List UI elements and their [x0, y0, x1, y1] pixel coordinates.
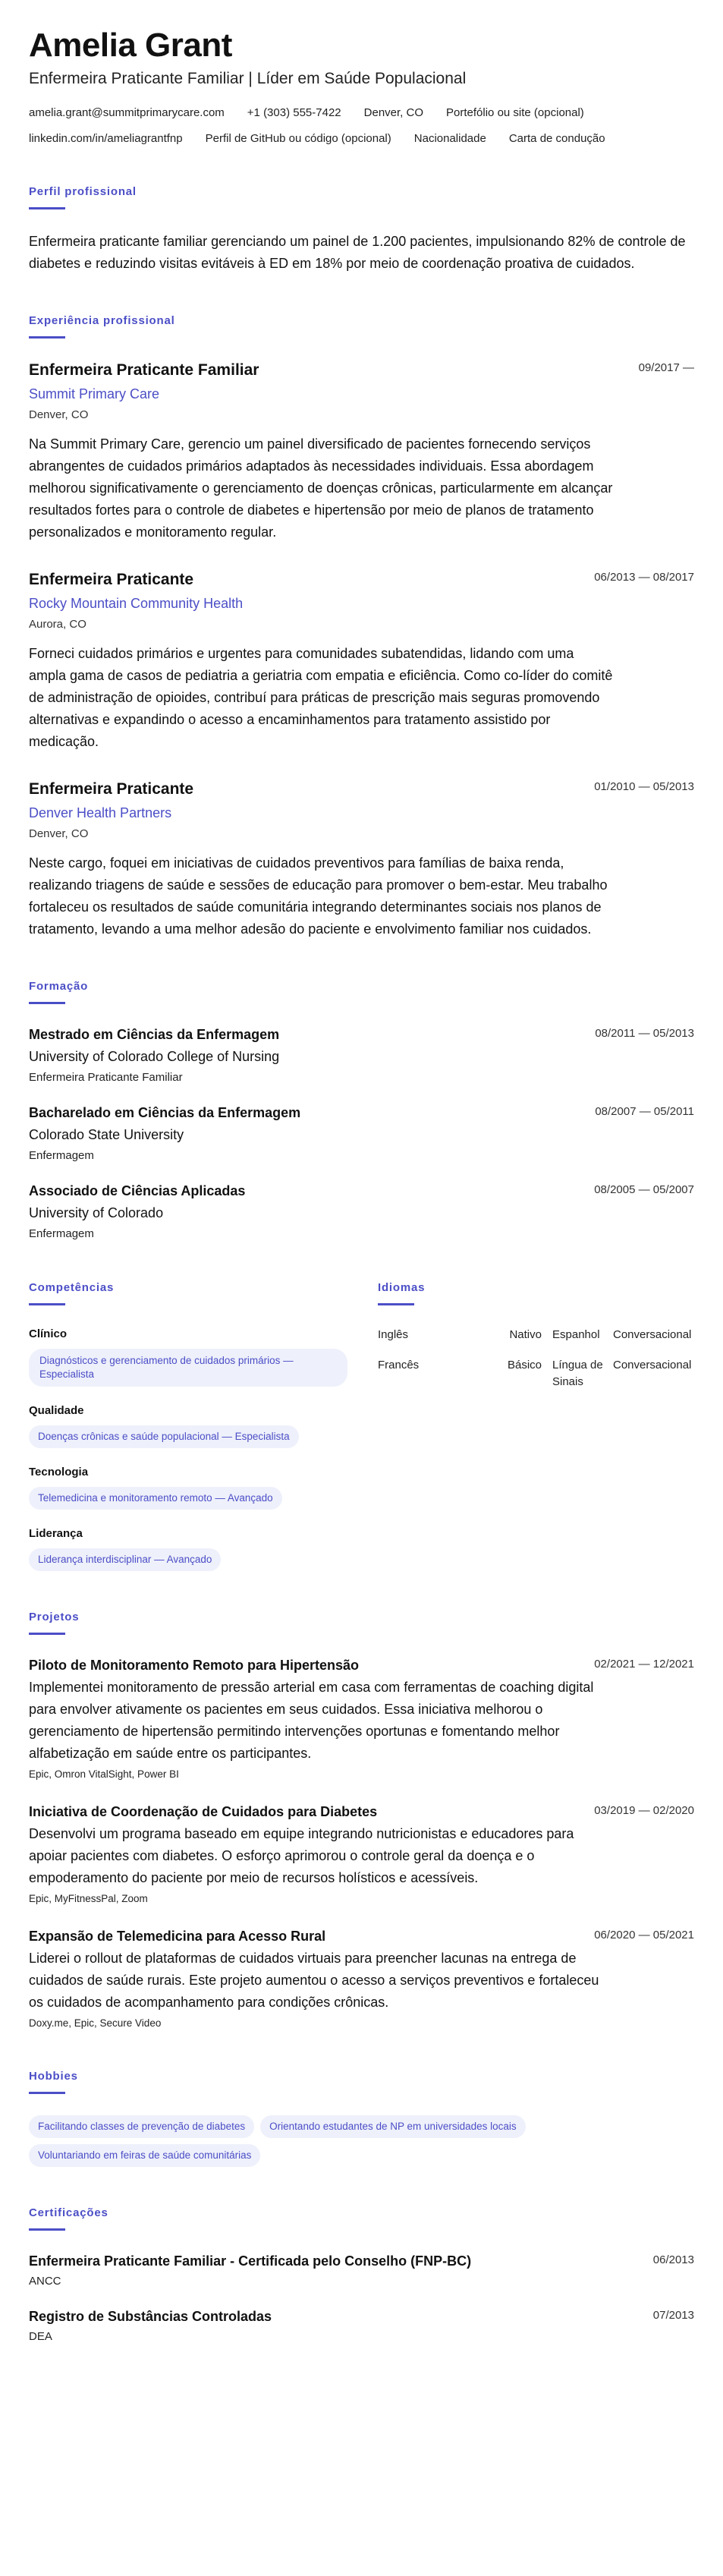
- project-entry: [29, 1656, 694, 1781]
- section-title: Idiomas: [378, 1281, 426, 1294]
- education-entry: [29, 1025, 694, 1085]
- section-title: Experiência profissional: [29, 314, 175, 327]
- project-tech: Epic, Omron VitalSight, Power BI: [29, 1768, 179, 1780]
- experience-dates: 09/2017 —: [638, 361, 694, 374]
- job-company: Summit Primary Care: [29, 386, 160, 402]
- section-divider: [29, 2092, 65, 2094]
- section-divider: [29, 1002, 65, 1004]
- skill-group: [29, 1403, 347, 1448]
- job-description: Neste cargo, foquei em iniciativas de cuidados preventivos para famílias de baixa renda, realizando triagens de saúde e sessões de educação para promover o bem-estar. Meu trabalho fortaleceu os resultados de saúde comunitária integrando determinantes sociais nos planos de tratamento, levando a uma melhor adesão do paciente e envolvimento familiar nos cuidados.: [29, 855, 608, 937]
- job-location: Denver, CO: [29, 408, 89, 421]
- hobbies-section: [29, 2070, 694, 2167]
- hobby-chip: Orientando estudantes de NP em universidades locais: [260, 2115, 525, 2138]
- project-description: Liderei o rollout de plataformas de cuidados virtuais para preencher lacunas na entrega de cuidados de saúde rurais. Este projeto aumentou o acesso a serviços preventivos e fortaleceu os cuidados de acompanhamento para condições crônicas.: [29, 1951, 599, 2010]
- certification-issuer: DEA: [29, 2330, 52, 2343]
- education-degree: Bacharelado em Ciências da Enfermagem: [29, 1105, 301, 1120]
- contact-email[interactable]: amelia.grant@summitprimarycare.com: [29, 106, 225, 119]
- experience-dates: 06/2013 — 08/2017: [594, 571, 694, 584]
- education-school: University of Colorado College of Nursing: [29, 1049, 280, 1064]
- education-dates: 08/2007 — 05/2011: [595, 1105, 694, 1118]
- project-entry: [29, 1927, 694, 2030]
- education-degree: Mestrado em Ciências da Enfermagem: [29, 1027, 280, 1042]
- language-level: Nativo: [509, 1328, 542, 1341]
- job-title: Enfermeira Praticante Familiar: [29, 361, 259, 379]
- language-name: Inglês: [378, 1328, 409, 1341]
- education-area: Enfermagem: [29, 1149, 94, 1162]
- experience-entry: [29, 779, 694, 940]
- experience-section: [29, 314, 694, 940]
- education-entry: [29, 1104, 694, 1164]
- project-title: Iniciativa de Coordenação de Cuidados para Diabetes: [29, 1804, 378, 1819]
- project-dates: 03/2019 — 02/2020: [594, 1804, 694, 1817]
- project-title: Piloto de Monitoramento Remoto para Hipertensão: [29, 1658, 360, 1673]
- certification-title: Enfermeira Praticante Familiar - Certificada pelo Conselho (FNP-BC): [29, 2253, 472, 2269]
- section-divider: [29, 1633, 65, 1635]
- job-company: Rocky Mountain Community Health: [29, 596, 244, 611]
- contact-linkedin[interactable]: linkedin.com/in/ameliagrantfnp: [29, 132, 183, 145]
- section-title: Perfil profissional: [29, 185, 137, 198]
- contact-portfolio[interactable]: Portefólio ou site (opcional): [446, 106, 584, 119]
- project-entry: [29, 1803, 694, 1906]
- job-title: Enfermeira Praticante: [29, 780, 194, 798]
- project-dates: 06/2020 — 05/2021: [594, 1929, 694, 1941]
- job-description: Forneci cuidados primários e urgentes para comunidades subatendidas, lidando com uma ampla gama de casos de pediatria a geriatria com empatia e eficiência. Como co-líder do comitê de administração de opioides, contribuí para práticas de prescrição mais seguras promovendo alternativas e expandindo o acesso a encaminhamentos para tratamento assistido por medicação.: [29, 646, 613, 749]
- section-divider: [29, 336, 65, 339]
- skill-group-name: Qualidade: [29, 1404, 84, 1417]
- certifications-section: [29, 2206, 694, 2345]
- section-divider: [29, 207, 65, 209]
- languages-table: [378, 1327, 693, 1404]
- projects-section: [29, 1611, 694, 2030]
- project-title: Expansão de Telemedicina para Acesso Rural: [29, 1929, 326, 1944]
- job-location: Denver, CO: [29, 827, 89, 840]
- hobby-chip: Voluntariando em feiras de saúde comunitárias: [29, 2144, 260, 2167]
- project-dates: 02/2021 — 12/2021: [594, 1658, 694, 1671]
- section-divider: [378, 1303, 414, 1305]
- skill-chip: Telemedicina e monitoramento remoto — Avançado: [29, 1487, 282, 1510]
- hobby-chip: Facilitando classes de prevenção de diabetes: [29, 2115, 254, 2138]
- section-divider: [29, 1303, 65, 1305]
- certification-entry: [29, 2252, 694, 2289]
- experience-entry: [29, 569, 694, 753]
- contact-list: [29, 106, 694, 146]
- certification-date: 06/2013: [652, 2253, 694, 2266]
- section-title: Projetos: [29, 1611, 80, 1623]
- language-level: Básico: [507, 1359, 542, 1371]
- skills-section: [29, 1281, 347, 1571]
- skill-group: [29, 1327, 347, 1387]
- skill-group-name: Liderança: [29, 1527, 83, 1540]
- language-name: Francês: [378, 1359, 420, 1371]
- skill-chip: Diagnósticos e gerenciamento de cuidados primários — Especialista: [29, 1349, 347, 1387]
- contact-location: Denver, CO: [363, 106, 424, 119]
- education-area: Enfermagem: [29, 1227, 94, 1240]
- section-title: Certificações: [29, 2206, 108, 2219]
- skills-languages-row: [29, 1281, 694, 1571]
- contact-driving-license: Carta de condução: [508, 132, 605, 145]
- summary-text: Enfermeira praticante familiar gerenciando um painel de 1.200 pacientes, impulsionando 82% de controle de diabetes e reduzindo visitas evitáveis à ED em 18% por meio de coordenação proativa de cuidados.: [29, 234, 686, 271]
- skill-group: [29, 1465, 347, 1510]
- education-degree: Associado de Ciências Aplicadas: [29, 1183, 246, 1198]
- candidate-name: Amelia Grant: [29, 27, 232, 64]
- skill-chip: Doenças crônicas e saúde populacional — Especialista: [29, 1425, 299, 1448]
- summary-section: [29, 185, 694, 275]
- project-description: Implementei monitoramento de pressão arterial em casa com ferramentas de coaching digital para envolver ativamente os pacientes em seus cuidados. Essa iniciativa melhorou o gerenciamento de hipertensão permitindo intervenções oportunas e fomentando melhor alfabetização em saúde entre os participantes.: [29, 1680, 594, 1761]
- skill-chip: Liderança interdisciplinar — Avançado: [29, 1548, 221, 1571]
- job-description: Na Summit Primary Care, gerencio um painel diversificado de pacientes fornecendo serviços abrangentes de cuidados primários adaptados às necessidades individuais. Essa abordagem melhorou significativamente o gerenciamento de doenças crônicas, particularmente em alcançar resultados fortes para o controle de diabetes e hipertensão por meio de planos de tratamento personalizados e monitoramento regular.: [29, 436, 613, 540]
- certification-title: Registro de Substâncias Controladas: [29, 2309, 272, 2324]
- skill-group-name: Clínico: [29, 1327, 68, 1340]
- language-level: Conversacional: [613, 1328, 692, 1341]
- certification-issuer: ANCC: [29, 2275, 61, 2288]
- project-description: Desenvolvi um programa baseado em equipe integrando nutricionistas e educadores para apoiar pacientes com diabetes. O esforço aprimorou o controle geral da doença e o empoderamento do paciente por meio de recursos holísticos e acessíveis.: [29, 1826, 574, 1885]
- certification-entry: [29, 2307, 694, 2345]
- candidate-headline: Enfermeira Praticante Familiar | Líder em Saúde Populacional: [29, 70, 467, 87]
- education-section: [29, 980, 694, 1242]
- resume-header: [29, 26, 694, 146]
- education-dates: 08/2011 — 05/2013: [595, 1027, 694, 1040]
- education-area: Enfermeira Praticante Familiar: [29, 1071, 183, 1084]
- education-entry: [29, 1182, 694, 1242]
- languages-section: [378, 1281, 693, 1571]
- language-name: Espanhol: [552, 1328, 600, 1341]
- language-row: [378, 1327, 693, 1357]
- project-tech: Doxy.me, Epic, Secure Video: [29, 2017, 162, 2029]
- language-row: [378, 1357, 693, 1404]
- certification-date: 07/2013: [652, 2309, 694, 2322]
- experience-entry: [29, 360, 694, 543]
- language-level: Conversacional: [613, 1359, 692, 1371]
- skill-group-name: Tecnologia: [29, 1466, 89, 1479]
- contact-github[interactable]: Perfil de GitHub ou código (opcional): [205, 132, 391, 145]
- language-name: Língua de Sinais: [552, 1359, 603, 1388]
- job-location: Aurora, CO: [29, 618, 86, 631]
- education-dates: 08/2005 — 05/2007: [594, 1183, 694, 1196]
- job-company: Denver Health Partners: [29, 805, 172, 820]
- section-divider: [29, 2228, 65, 2231]
- section-title: Formação: [29, 980, 89, 993]
- section-title: Hobbies: [29, 2070, 78, 2083]
- contact-nationality: Nacionalidade: [413, 132, 486, 145]
- job-title: Enfermeira Praticante: [29, 571, 194, 588]
- project-tech: Epic, MyFitnessPal, Zoom: [29, 1893, 148, 1904]
- experience-dates: 01/2010 — 05/2013: [594, 780, 694, 793]
- contact-phone[interactable]: +1 (303) 555-7422: [247, 106, 341, 119]
- education-school: Colorado State University: [29, 1127, 184, 1142]
- skill-group: [29, 1526, 347, 1571]
- section-title: Competências: [29, 1281, 115, 1294]
- education-school: University of Colorado: [29, 1205, 164, 1220]
